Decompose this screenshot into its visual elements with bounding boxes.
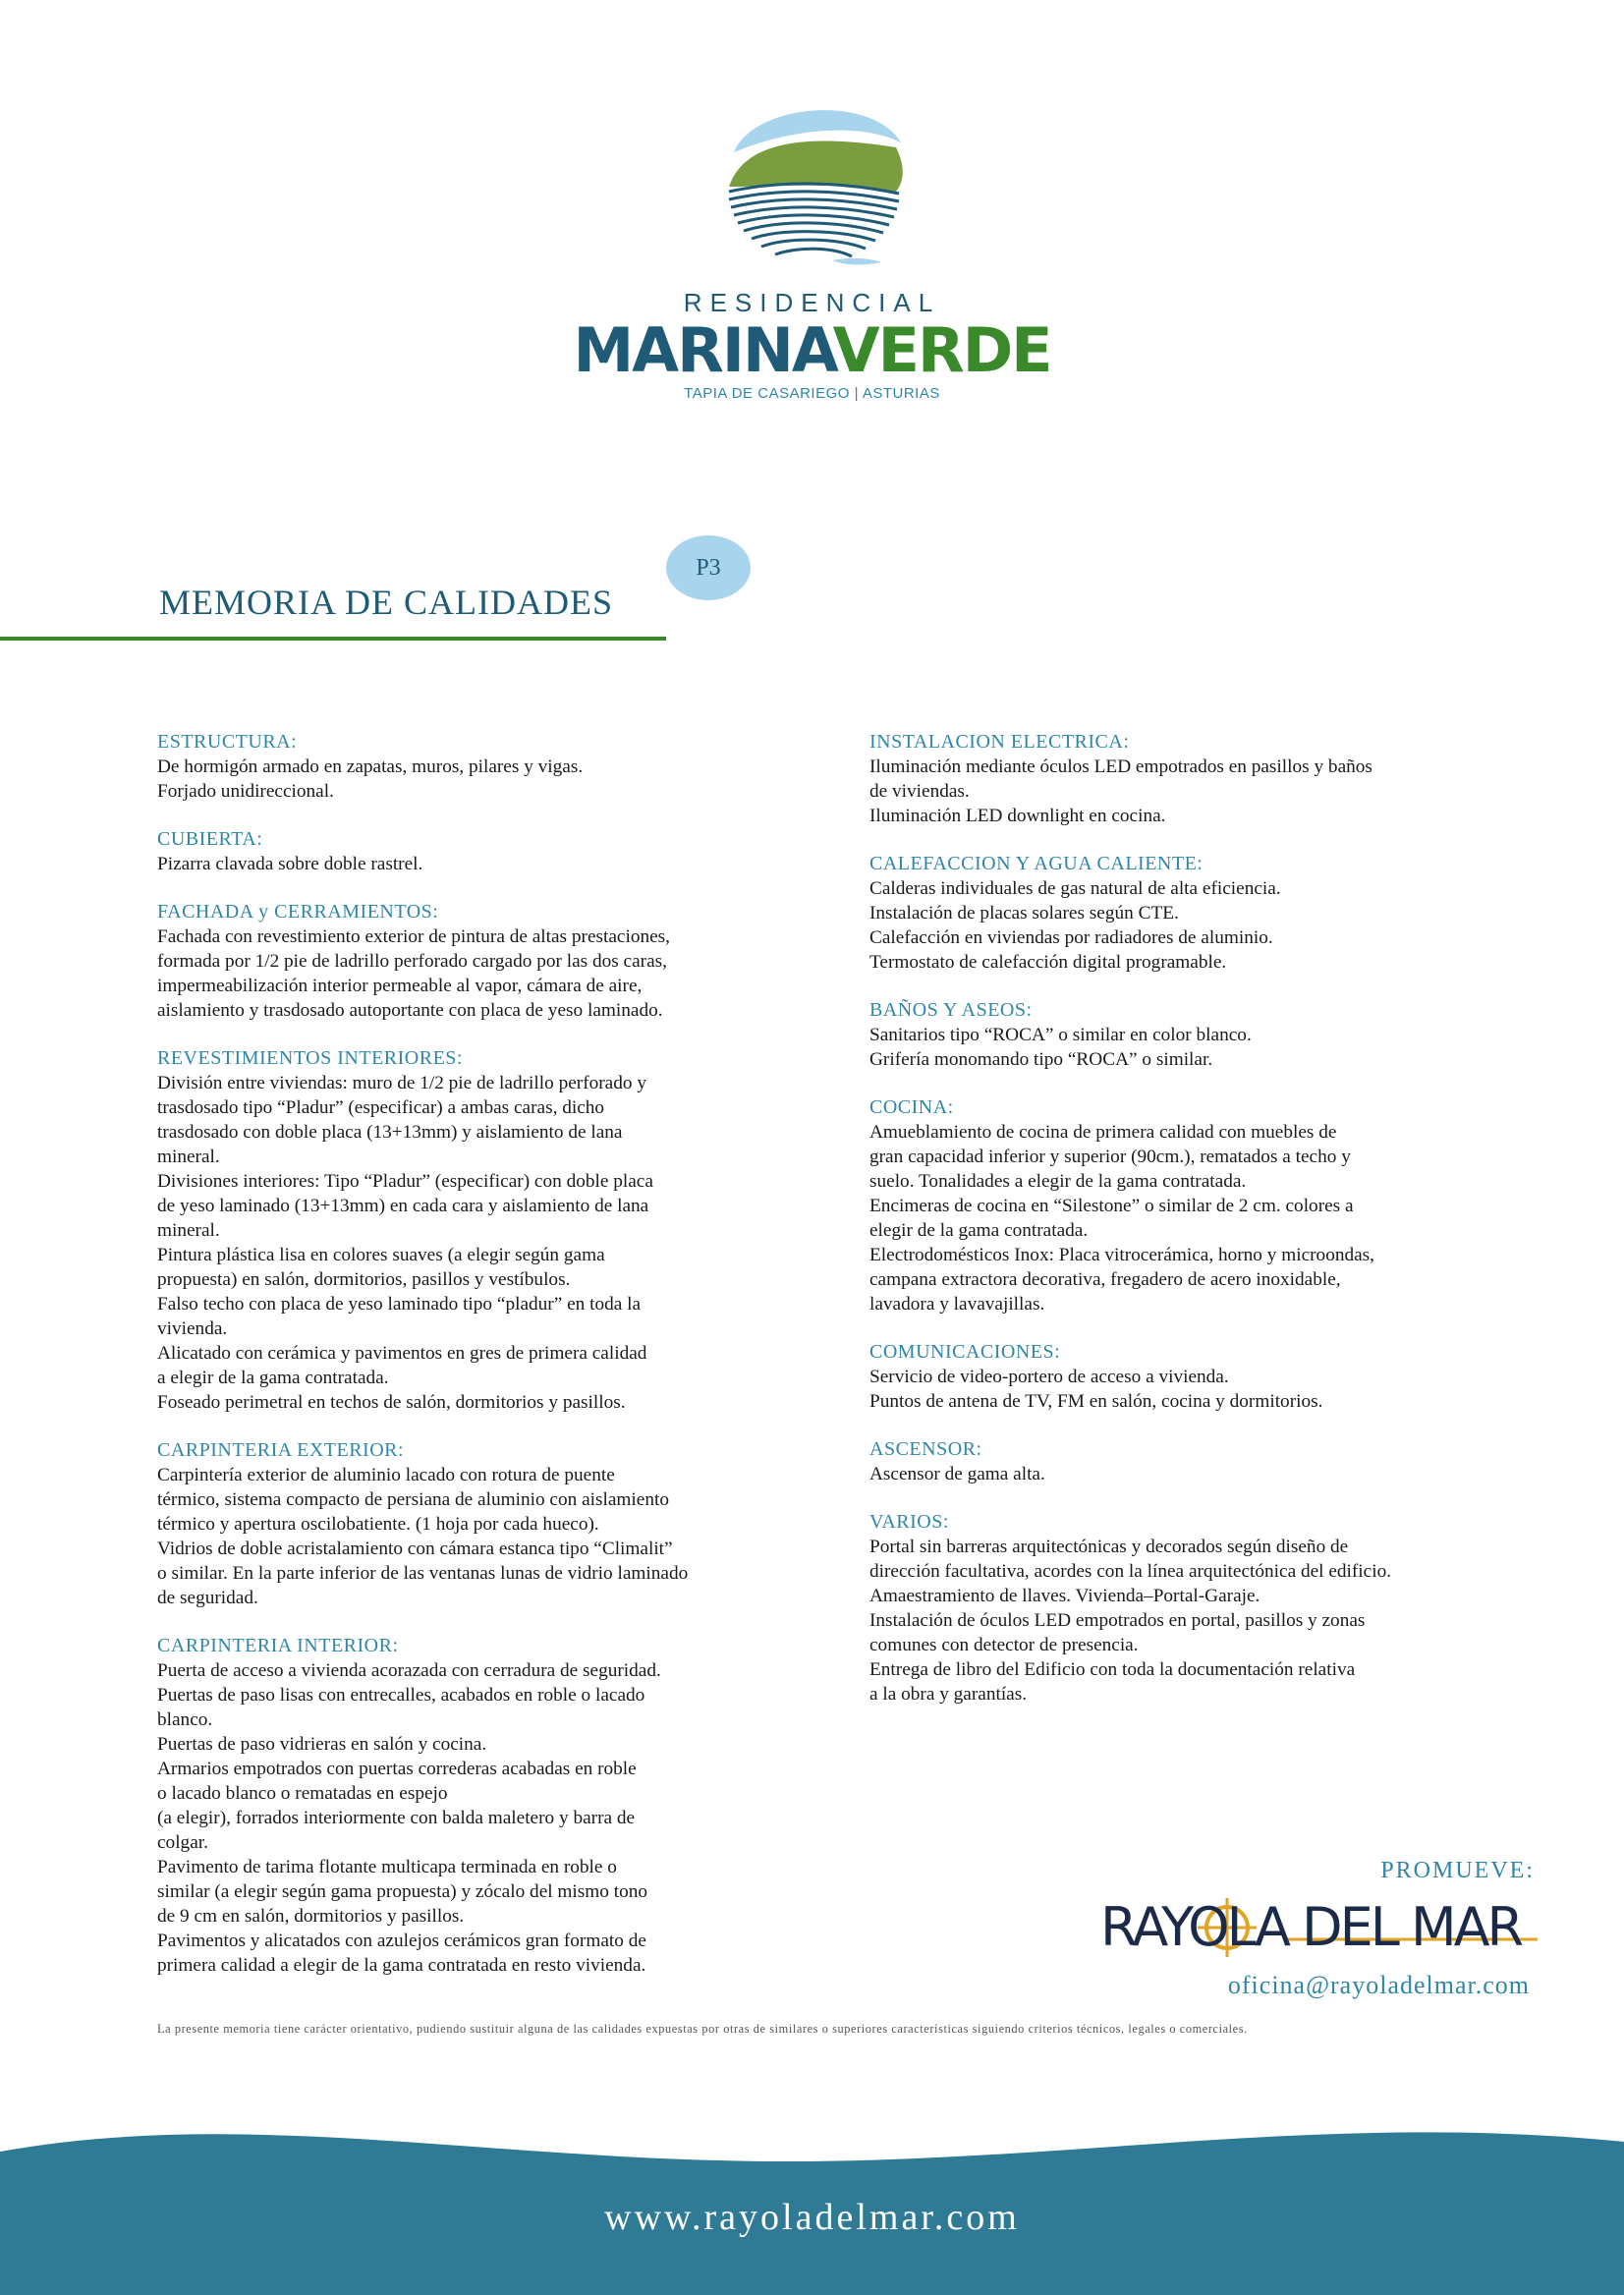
brand-location: TAPIA DE CASARIEGO | ASTURIAS [684,385,940,402]
section-text-line: gran capacidad inferior y superior (90cm.), rematados a techo y [869,1147,1351,1167]
section-text-line: Instalación de placas solares según CTE. [869,903,1179,924]
section-text-line: Pavimento de tarima flotante multicapa terminada en roble o [157,1857,617,1877]
promoter-label: PROMUEVE: [1380,1858,1535,1883]
brand-name [0,314,1624,386]
section-heading: BAÑOS Y ASEOS: [869,999,1033,1021]
brand-residencial: RESIDENCIAL [683,288,941,317]
section-text-line: Pizarra clavada sobre doble rastrel. [157,854,423,874]
section-heading: COMUNICACIONES: [869,1341,1061,1363]
title-underline [0,637,666,641]
section-text-line: térmico, sistema compacto de persiana de aluminio con aislamiento [157,1489,669,1510]
section-text-line: Amueblamiento de cocina de primera calidad con muebles de [869,1122,1337,1143]
section-cocina [869,1095,1538,1316]
section-estructura [157,730,825,804]
section-text-line: Iluminación LED downlight en cocina. [869,806,1166,826]
section-text-line: Carpintería exterior de aluminio lacado con rotura de puente [157,1465,615,1485]
section-text-line: Divisiones interiores: Tipo “Pladur” (especificar) con doble placa [157,1171,653,1192]
section-text-line: División entre viviendas: muro de 1/2 pie de ladrillo perforado y [157,1073,646,1093]
section-text-line: trasdosado tipo “Pladur” (especificar) a ambas caras, dicho [157,1097,605,1118]
section-text-line: Encimeras de cocina en “Silestone” o similar de 2 cm. colores a [869,1196,1354,1216]
section-text-line: Electrodomésticos Inox: Placa vitrocerámica, horno y microondas, [869,1245,1375,1265]
section-text-line: suelo. Tonalidades a elegir de la gama contratada. [869,1171,1247,1192]
section-text-line: de viviendas. [869,781,970,802]
section-heading: CARPINTERIA EXTERIOR: [157,1439,405,1461]
section-text-line: Puntos de antena de TV, FM en salón, cocina y dormitorios. [869,1391,1323,1412]
left-column [157,730,825,2001]
section-text-line: de yeso laminado (13+13mm) en cada cara y aislamiento de lana [157,1196,649,1216]
section-text-line: elegir de la gama contratada. [869,1220,1089,1241]
section-text-line: Puertas de paso lisas con entrecalles, acabados en roble o lacado [157,1685,645,1706]
section-carpinteria-interior [157,1634,825,1978]
section-text-line: a elegir de la gama contratada. [157,1368,389,1388]
section-text-line: Grifería monomando tipo “ROCA” o similar. [869,1049,1213,1070]
section-heading: REVESTIMIENTOS INTERIORES: [157,1047,463,1069]
section-comunicaciones [869,1340,1538,1414]
section-text-line: Amaestramiento de llaves. Vivienda–Portal-Garaje. [869,1586,1260,1606]
section-text-line: Calderas individuales de gas natural de alta eficiencia. [869,878,1281,899]
section-text-line: lavadora y lavavajillas. [869,1294,1045,1315]
section-text-line: trasdosado con doble placa (13+13mm) y aislamiento de lana [157,1122,623,1143]
section-text-line: o similar. En la parte inferior de las ventanas lunas de vidrio laminado [157,1563,689,1584]
section-text-line: similar (a elegir según gama propuesta) y zócalo del mismo tono [157,1881,648,1902]
section-text-line: campana extractora decorativa, fregadero de acero inoxidable, [869,1269,1341,1290]
section-heading: ASCENSOR: [869,1438,982,1460]
section-text-line: Falso techo con placa de yeso laminado tipo “pladur” en toda la [157,1294,642,1315]
right-column [869,730,1538,1730]
brand-header [0,93,1624,402]
section-heading: CARPINTERIA INTERIOR: [157,1635,399,1656]
section-text-line: impermeabilización interior permeable al vapor, cámara de aire, [157,976,643,996]
section-text-line: Portal sin barreras arquitectónicas y decorados según diseño de [869,1537,1349,1557]
section-text-line: Vidrios de doble acristalamiento con cámara estanca tipo “Climalit” [157,1539,673,1559]
section-text-line: de 9 cm en salón, dormitorios y pasillos. [157,1906,465,1927]
section-calefaccion-y-agua-caliente [869,852,1538,975]
section-ascensor [869,1437,1538,1486]
section-text-line: Armarios empotrados con puertas correderas acabadas en roble [157,1759,637,1779]
section-text-line: primera calidad a elegir de la gama contratada en resto vivienda. [157,1955,646,1976]
marina-verde-logo-icon [714,93,911,280]
section-text-line: formada por 1/2 pie de ladrillo perforado cargado por las dos caras, [157,951,667,972]
section-text-line: Pintura plástica lisa en colores suaves (a elegir según gama [157,1245,605,1265]
section-text-line: aislamiento y trasdosado autoportante con placa de yeso laminado. [157,1000,663,1021]
section-text-line: De hormigón armado en zapatas, muros, pilares y vigas. [157,756,584,777]
section-text-line: (a elegir), forrados interiormente con balda maletero y barra de [157,1808,636,1828]
section-text-line: mineral. [157,1220,220,1241]
section-text-line: comunes con detector de presencia. [869,1635,1139,1655]
section-text-line: Pavimentos y alicatados con azulejos cerámicos gran formato de [157,1931,646,1951]
section-heading: CUBIERTA: [157,828,263,850]
section-heading: COCINA: [869,1096,954,1118]
section-carpinteria-exterior [157,1438,825,1610]
section-text-line: de seguridad. [157,1588,258,1608]
section-varios [869,1510,1538,1707]
section-ba-os-y-aseos [869,998,1538,1072]
section-text-line: Calefacción en viviendas por radiadores de aluminio. [869,927,1273,948]
section-text-line: mineral. [157,1147,220,1167]
section-text-line: Ascensor de gama alta. [869,1464,1045,1484]
section-text-line: Puertas de paso vidrieras en salón y cocina. [157,1734,487,1755]
section-heading: FACHADA y CERRAMIENTOS: [157,901,439,923]
rayola-logo-text: RAYOLA DEL MAR [1100,1896,1522,1958]
section-text-line: Fachada con revestimiento exterior de pintura de altas prestaciones, [157,926,670,947]
section-text-line: Termostato de calefacción digital programable. [869,952,1227,973]
section-heading: INSTALACION ELECTRICA: [869,731,1130,753]
section-text-line: o lacado blanco o rematadas en espejo [157,1783,448,1804]
section-heading: VARIOS: [869,1511,949,1533]
section-heading: CALEFACCION Y AGUA CALIENTE: [869,853,1204,874]
promoter-email-link[interactable]: oficina@rayoladelmar.com [1227,1971,1530,1999]
section-text-line: Servicio de video-portero de acceso a vivienda. [869,1367,1229,1387]
section-revestimientos-interiores [157,1046,825,1415]
section-text-line: Iluminación mediante óculos LED empotrados en pasillos y baños [869,756,1372,777]
brand-name-marina: MARINA [573,314,833,386]
section-cubierta [157,827,825,876]
section-text-line: Instalación de óculos LED empotrados en portal, pasillos y zonas [869,1610,1366,1631]
disclaimer-text: La presente memoria tiene carácter orientativo, pudiendo sustituir alguna de las calidades expuestas por otras de similares o superiores características siguiendo criterios técnicos, legales o comerciales. [157,2022,1248,2036]
section-text-line: Puerta de acceso a vivienda acorazada con cerradura de seguridad. [157,1660,661,1681]
rayola-del-mar-logo [1100,1894,1542,1963]
section-text-line: Entrega de libro del Edificio con toda la documentación relativa [869,1659,1356,1680]
footer-website-link[interactable]: www.rayoladelmar.com [604,2197,1020,2238]
section-text-line: Foseado perimetral en techos de salón, dormitorios y pasillos. [157,1392,626,1413]
section-fachada-y-cerramientos [157,900,825,1023]
section-text-line: Forjado unidireccional. [157,781,334,802]
section-heading: ESTRUCTURA: [157,731,298,753]
section-instalacion-electrica [869,730,1538,828]
page-title: MEMORIA DE CALIDADES [159,583,614,622]
section-text-line: vivienda. [157,1318,228,1339]
section-text-line: blanco. [157,1709,213,1730]
section-text-line: a la obra y garantías. [869,1684,1028,1705]
section-text-line: propuesta) en salón, dormitorios, pasillos y vestíbulos. [157,1269,571,1290]
brand-name-verde: VERDE [832,314,1051,386]
section-text-line: Sanitarios tipo “ROCA” o similar en color blanco. [869,1025,1252,1045]
section-text-line: térmico y apertura oscilobatiente. (1 hoja por cada hueco). [157,1514,599,1535]
section-text-line: dirección facultativa, acordes con la línea arquitectónica del edificio. [869,1561,1392,1582]
page-label-badge: P3 [666,535,751,600]
section-text-line: Alicatado con cerámica y pavimentos en gres de primera calidad [157,1343,647,1364]
section-text-line: colgar. [157,1832,208,1853]
